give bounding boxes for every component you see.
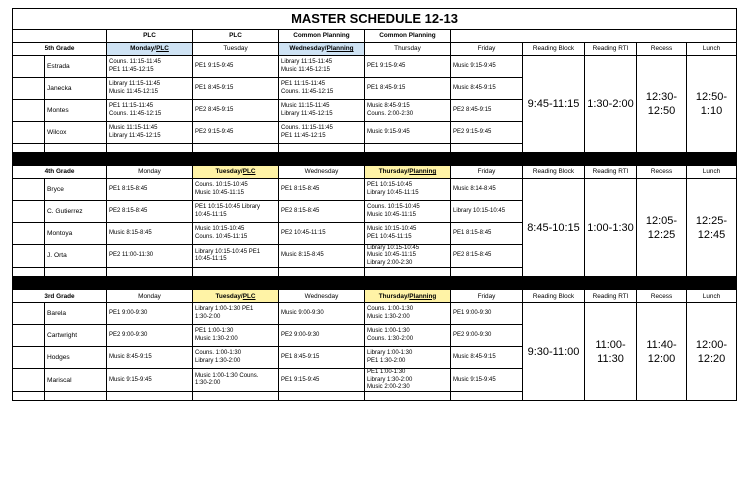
schedule-line: 10:45-11:15 <box>195 256 227 263</box>
schedule-cell <box>107 303 193 325</box>
teacher-name: Janecka <box>45 78 107 100</box>
schedule-cell <box>279 369 365 392</box>
blank-cell <box>365 392 451 401</box>
schedule-cell <box>193 100 279 122</box>
schedule-line: Couns. 1:30-2:00 <box>367 335 414 342</box>
schedule-line: PE2 9:00-9:30 <box>281 332 320 339</box>
blank-cell <box>45 144 107 153</box>
schedule-line: PE1 11:15-11:45 <box>109 103 154 110</box>
schedule-cell <box>107 347 193 369</box>
blank-cell <box>365 144 451 153</box>
block-header: Recess <box>637 43 687 56</box>
schedule-line: Music 8:15-8:45 <box>109 229 152 236</box>
grade-header-row <box>13 43 737 56</box>
schedule-line: PE1 9:00-9:30 <box>109 310 148 317</box>
row-spacer <box>13 56 45 78</box>
blank-cell <box>193 268 279 277</box>
schedule-line: Music 9:15-9:45 <box>367 128 410 135</box>
schedule-line: Music 8:15-8:45 <box>281 252 324 259</box>
grade-header-row <box>13 290 737 303</box>
schedule-cell <box>107 100 193 122</box>
schedule-cell <box>365 122 451 144</box>
schedule-line: PE1 8:15-8:45 <box>109 185 148 192</box>
row-spacer <box>13 369 45 392</box>
schedule-line: Library 10:15-10:45 PE1 <box>195 248 261 255</box>
schedule-cell <box>279 325 365 347</box>
schedule-cell <box>451 179 523 201</box>
schedule-cell <box>279 56 365 78</box>
day-header: Wednesday <box>279 166 365 179</box>
teacher-name: Barela <box>45 303 107 325</box>
schedule-line: Couns. 11:15-11:45 <box>109 59 161 66</box>
blank-cell <box>365 268 451 277</box>
teacher-row <box>13 179 737 201</box>
schedule-cell <box>279 179 365 201</box>
schedule-line: Music 11:45-12:15 <box>109 88 158 95</box>
day-tag: PLC <box>242 168 256 176</box>
schedule-cell <box>193 223 279 245</box>
schedule-sheet <box>12 8 736 401</box>
blank-cell <box>451 392 523 401</box>
day-header <box>193 290 279 303</box>
blank-cell <box>451 268 523 277</box>
schedule-cell <box>193 325 279 347</box>
schedule-line: Music 8:45-9:15 <box>453 84 496 91</box>
schedule-line: PE1 11:45-12:15 <box>109 66 154 73</box>
schedule-line: PE1 11:45-12:15 <box>281 132 326 139</box>
schedule-line: Music 8:14-8:45 <box>453 185 496 192</box>
teacher-name: Bryce <box>45 179 107 201</box>
schedule-line: PE2 8:15-8:45 <box>109 207 148 214</box>
schedule-cell <box>107 179 193 201</box>
divider-bar <box>13 153 737 166</box>
block-header: Recess <box>637 290 687 303</box>
schedule-line: Music 9:15-9:45 <box>109 376 152 383</box>
schedule-cell <box>365 56 451 78</box>
block-header: Lunch <box>687 166 737 179</box>
recess-time: 12:05-12:25 <box>637 179 687 277</box>
schedule-line: PE2 8:45-9:15 <box>453 106 492 113</box>
schedule-line: Couns. 10:45-11:15 <box>195 233 248 240</box>
day-tag: PLC <box>156 45 169 53</box>
block-header: Recess <box>637 166 687 179</box>
schedule-line: Couns. 1:00-1:30 <box>195 350 242 357</box>
schedule-line: PE1 8:15-8:45 <box>281 185 320 192</box>
teacher-name: Estrada <box>45 56 107 78</box>
schedule-cell <box>107 245 193 268</box>
schedule-line: Library 2:00-2:30 <box>367 259 413 266</box>
schedule-line: Music 11:45-12:15 <box>281 66 330 73</box>
schedule-line: Music 1:00-1:30 <box>367 328 410 335</box>
teacher-row <box>13 56 737 78</box>
day-header: Monday <box>107 290 193 303</box>
schedule-cell <box>365 223 451 245</box>
schedule-cell <box>365 369 451 392</box>
schedule-cell <box>365 201 451 223</box>
day-name: Thursday/ <box>378 168 410 176</box>
reading-rti-time: 1:00-1:30 <box>585 179 637 277</box>
schedule-line: Music 8:45-9:15 <box>453 354 496 361</box>
schedule-cell <box>451 100 523 122</box>
blank-cell <box>13 268 45 277</box>
schedule-cell <box>451 347 523 369</box>
schedule-line: 1:30-2:00 <box>195 380 221 387</box>
block-header: Reading RTI <box>585 166 637 179</box>
schedule-cell <box>107 223 193 245</box>
day-name: Tuesday/ <box>215 168 243 176</box>
schedule-line: Music 1:00-1:30 Couns. <box>195 372 259 379</box>
schedule-line: Music 8:45-9:15 <box>367 103 410 110</box>
lunch-time: 12:25-12:45 <box>687 179 737 277</box>
schedule-cell <box>193 347 279 369</box>
schedule-line: 1:30-2:00 <box>195 313 221 320</box>
blank-cell <box>279 144 365 153</box>
schedule-line: Library 11:45-12:15 <box>109 132 161 139</box>
teacher-name: Montes <box>45 100 107 122</box>
schedule-cell <box>107 78 193 100</box>
common-planning-header: Common Planning <box>279 30 365 43</box>
row-spacer <box>13 179 45 201</box>
schedule-cell <box>193 78 279 100</box>
schedule-line: PE1 9:00-9:30 <box>453 310 492 317</box>
row-spacer <box>13 100 45 122</box>
day-name: Tuesday/ <box>215 292 243 300</box>
schedule-cell <box>365 179 451 201</box>
schedule-cell <box>279 303 365 325</box>
schedule-line: PE1 8:45-9:15 <box>195 84 234 91</box>
schedule-line: Library 10:15-10:45 <box>453 207 506 214</box>
lunch-time: 12:50-1:10 <box>687 56 737 153</box>
page-title: MASTER SCHEDULE 12-13 <box>13 9 737 30</box>
schedule-line: Music 9:00-9:30 <box>281 310 324 317</box>
teacher-row <box>13 303 737 325</box>
blank-cell <box>193 392 279 401</box>
schedule-line: Music 10:45-11:15 <box>367 252 416 259</box>
blank-cell <box>279 268 365 277</box>
schedule-line: PE2 9:15-9:45 <box>195 128 234 135</box>
day-name: Wednesday/ <box>289 45 327 53</box>
top-header-row <box>13 30 737 43</box>
row-spacer <box>13 303 45 325</box>
schedule-cell <box>279 122 365 144</box>
schedule-line: Library 10:45-11:15 <box>367 189 419 196</box>
blank-cell <box>45 268 107 277</box>
schedule-line: PE2 9:00-9:30 <box>453 332 492 339</box>
schedule-line: PE2 8:15-8:45 <box>453 252 492 259</box>
day-header <box>279 43 365 56</box>
day-tag: PLC <box>242 292 256 300</box>
schedule-line: Couns. 10:15-10:45 <box>367 204 420 211</box>
schedule-cell <box>451 223 523 245</box>
schedule-line: PE1 9:15-9:45 <box>367 62 406 69</box>
schedule-line: Couns. 11:45-12:15 <box>281 88 334 95</box>
teacher-name: Wilcox <box>45 122 107 144</box>
recess-time: 12:30-12:50 <box>637 56 687 153</box>
teacher-name: Montoya <box>45 223 107 245</box>
schedule-cell <box>107 201 193 223</box>
grade-header-row <box>13 166 737 179</box>
schedule-cell <box>279 347 365 369</box>
schedule-cell <box>451 325 523 347</box>
schedule-line: Music 10:45-11:15 <box>195 189 244 196</box>
reading-block-time: 9:30-11:00 <box>523 303 585 401</box>
schedule-line: Music 8:45-9:15 <box>109 354 152 361</box>
schedule-line: PE1 10:45-11:15 <box>367 233 412 240</box>
section-divider <box>13 153 737 166</box>
schedule-cell <box>451 122 523 144</box>
teacher-name: C. Gutierrez <box>45 201 107 223</box>
schedule-cell <box>107 122 193 144</box>
block-header: Reading RTI <box>585 43 637 56</box>
row-spacer <box>13 325 45 347</box>
blank-cell <box>107 268 193 277</box>
schedule-cell <box>365 100 451 122</box>
teacher-name: J. Orta <box>45 245 107 268</box>
blank-cell <box>193 144 279 153</box>
schedule-line: Music 1:30-2:00 <box>195 335 238 342</box>
divider-bar <box>13 277 737 290</box>
schedule-line: Library 1:30-2:00 <box>195 357 241 364</box>
reading-rti-time: 11:00-11:30 <box>585 303 637 401</box>
section-divider <box>13 277 737 290</box>
day-header: Monday <box>107 166 193 179</box>
common-planning-header: Common Planning <box>365 30 451 43</box>
day-header: Friday <box>451 290 523 303</box>
schedule-line: PE2 8:45-9:15 <box>195 106 234 113</box>
schedule-line: Music 9:15-9:45 <box>453 376 496 383</box>
day-header <box>193 166 279 179</box>
day-tag: Planning <box>409 168 437 176</box>
schedule-line: Music 1:30-2:00 <box>367 313 410 320</box>
schedule-cell <box>365 78 451 100</box>
schedule-line: Couns. 10:15-10:45 <box>195 182 248 189</box>
schedule-cell <box>193 122 279 144</box>
day-header <box>365 166 451 179</box>
schedule-line: PE1 1:00-1:30 <box>195 328 234 335</box>
day-tag: Planning <box>326 45 354 53</box>
block-header: Reading Block <box>523 43 585 56</box>
blank-cell <box>13 392 45 401</box>
day-header <box>365 290 451 303</box>
block-header: Reading RTI <box>585 290 637 303</box>
schedule-line: PE1 1:00-1:30 <box>367 369 406 376</box>
schedule-line: PE1 9:15-9:45 <box>195 62 234 69</box>
row-spacer <box>13 78 45 100</box>
schedule-line: Music 11:15-11:45 <box>281 103 330 110</box>
schedule-cell <box>451 201 523 223</box>
day-header: Friday <box>451 166 523 179</box>
block-header: Lunch <box>687 43 737 56</box>
day-name: Monday/ <box>130 45 157 53</box>
schedule-line: 10:45-11:15 <box>195 211 227 218</box>
day-name: Thursday/ <box>378 292 410 300</box>
schedule-cell <box>193 201 279 223</box>
schedule-line: Library 1:00-1:30 PE1 <box>195 306 254 313</box>
schedule-line: PE2 10:45-11:15 <box>281 229 326 236</box>
schedule-line: Library 10:15-10:45 <box>367 245 420 251</box>
row-spacer <box>13 201 45 223</box>
schedule-line: Couns. 1:00-1:30 <box>367 306 414 313</box>
schedule-cell <box>193 56 279 78</box>
block-header: Reading Block <box>523 166 585 179</box>
schedule-line: Music 9:15-9:45 <box>453 62 496 69</box>
schedule-line: Library 1:30-2:00 <box>367 376 413 383</box>
teacher-name: Cartwright <box>45 325 107 347</box>
blank-cell <box>13 144 45 153</box>
row-spacer <box>13 223 45 245</box>
schedule-line: PE1 11:15-11:45 <box>281 81 326 88</box>
schedule-cell <box>451 369 523 392</box>
reading-block-time: 9:45-11:15 <box>523 56 585 153</box>
day-header: Thursday <box>365 43 451 56</box>
plc-header: PLC <box>193 30 279 43</box>
schedule-cell <box>365 325 451 347</box>
schedule-cell <box>279 245 365 268</box>
day-header <box>107 43 193 56</box>
blank-cell <box>45 392 107 401</box>
schedule-line: Library 11:15-11:45 <box>109 81 161 88</box>
schedule-cell <box>365 347 451 369</box>
grade-label: 4th Grade <box>13 166 107 179</box>
row-spacer <box>13 122 45 144</box>
schedule-cell <box>279 78 365 100</box>
schedule-line: Music 10:45-11:15 <box>367 211 416 218</box>
schedule-line: Couns. 11:15-11:45 <box>281 125 333 132</box>
schedule-cell <box>279 100 365 122</box>
schedule-cell <box>107 325 193 347</box>
blank-cell <box>279 392 365 401</box>
schedule-line: PE2 8:15-8:45 <box>281 207 320 214</box>
schedule-line: PE1 9:15-9:45 <box>281 376 320 383</box>
schedule-line: PE2 9:15-9:45 <box>453 128 492 135</box>
schedule-cell <box>193 179 279 201</box>
schedule-line: Music 10:15-10:45 <box>195 226 245 233</box>
recess-time: 11:40-12:00 <box>637 303 687 401</box>
schedule-line: PE1 10:15-10:45 Library <box>195 204 261 211</box>
lunch-time: 12:00-12:20 <box>687 303 737 401</box>
row-spacer <box>13 347 45 369</box>
schedule-line: PE1 10:15-10:45 <box>367 182 413 189</box>
blank-cell <box>451 144 523 153</box>
day-header: Friday <box>451 43 523 56</box>
schedule-line: PE1 8:15-8:45 <box>453 229 492 236</box>
schedule-cell <box>451 56 523 78</box>
schedule-line: PE2 9:00-9:30 <box>109 332 148 339</box>
schedule-cell <box>451 303 523 325</box>
schedule-cell <box>193 303 279 325</box>
schedule-table <box>12 8 737 401</box>
schedule-line: Library 1:00-1:30 <box>367 350 413 357</box>
grade-label: 5th Grade <box>13 43 107 56</box>
reading-rti-time: 1:30-2:00 <box>585 56 637 153</box>
schedule-cell <box>365 303 451 325</box>
schedule-line: PE1 1:30-2:00 <box>367 357 406 364</box>
schedule-cell <box>279 201 365 223</box>
schedule-line: PE2 11:00-11:30 <box>109 252 154 259</box>
schedule-cell <box>451 245 523 268</box>
day-header: Tuesday <box>193 43 279 56</box>
plc-header: PLC <box>107 30 193 43</box>
schedule-line: Library 11:15-11:45 <box>281 59 333 66</box>
schedule-cell <box>107 56 193 78</box>
schedule-cell <box>279 223 365 245</box>
block-header: Lunch <box>687 290 737 303</box>
block-header: Reading Block <box>523 290 585 303</box>
reading-block-time: 8:45-10:15 <box>523 179 585 277</box>
teacher-name: Hodges <box>45 347 107 369</box>
schedule-line: Couns. 2:00-2:30 <box>367 110 414 117</box>
schedule-line: Music 11:15-11:45 <box>109 125 158 132</box>
blank-cell <box>107 144 193 153</box>
grade-label: 3rd Grade <box>13 290 107 303</box>
schedule-line: Music 2:00-2:30 <box>367 384 410 391</box>
row-spacer <box>13 245 45 268</box>
blank-cell <box>107 392 193 401</box>
schedule-line: PE1 8:45-9:15 <box>281 354 320 361</box>
day-header: Wednesday <box>279 290 365 303</box>
schedule-line: PE1 8:45-9:15 <box>367 84 406 91</box>
teacher-name: Mariscal <box>45 369 107 392</box>
schedule-cell <box>107 369 193 392</box>
schedule-line: Library 11:45-12:15 <box>281 110 333 117</box>
schedule-cell <box>193 245 279 268</box>
schedule-line: Couns. 11:45-12:15 <box>109 110 162 117</box>
day-tag: Planning <box>409 292 437 300</box>
schedule-cell <box>193 369 279 392</box>
schedule-cell <box>365 245 451 268</box>
schedule-line: Music 10:15-10:45 <box>367 226 417 233</box>
schedule-cell <box>451 78 523 100</box>
